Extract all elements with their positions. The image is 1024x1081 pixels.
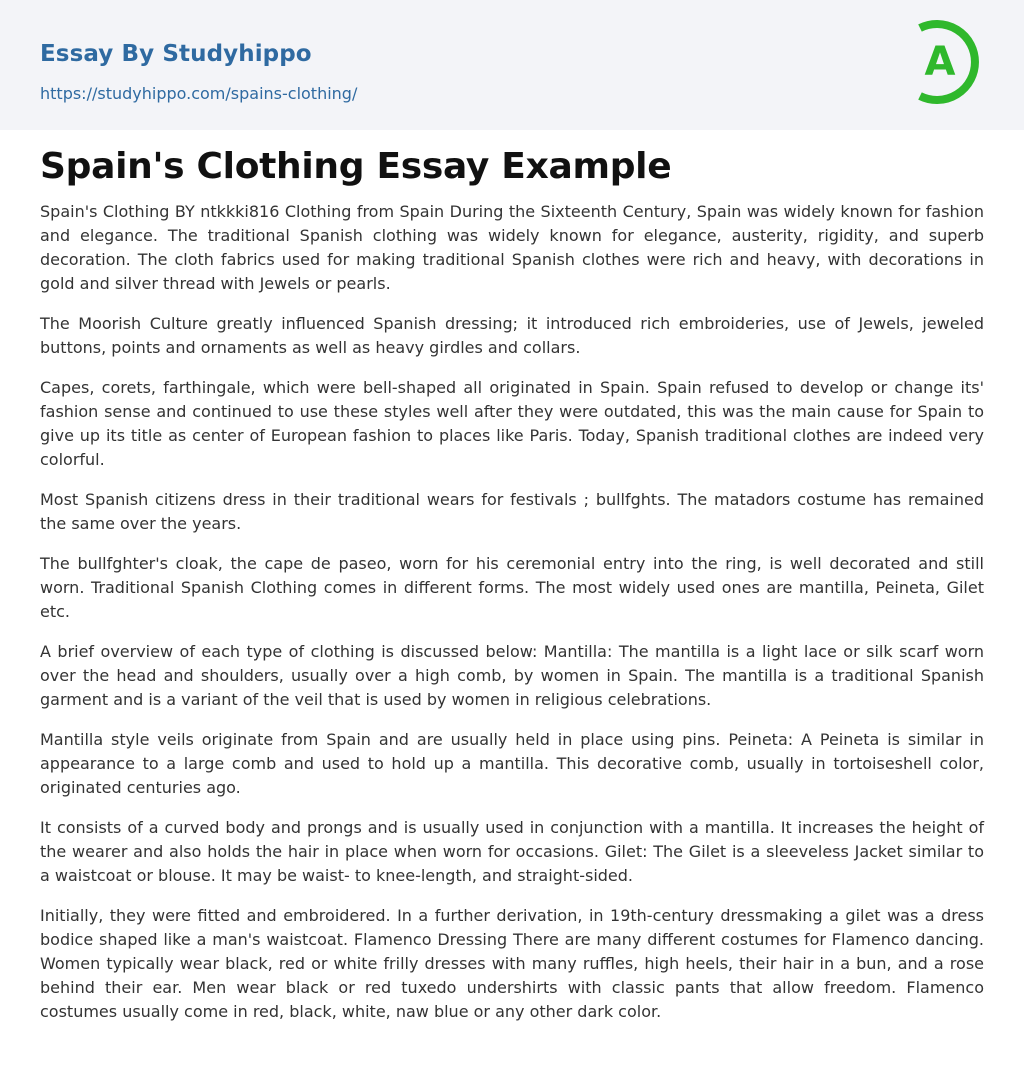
essay-paragraph: Mantilla style veils originate from Spain and are usually held in place using pins. Peineta: A Peineta is similar in appearance to a large comb and used to hold up a mantilla. This decorative comb, usually in tortoiseshell color, originated centuries ago. <box>40 730 984 797</box>
essay-body <box>40 200 984 1040</box>
source-url-link[interactable]: https://studyhippo.com/spains-clothing/ <box>40 84 358 103</box>
essay-paragraph: It consists of a curved body and prongs and is usually used in conjunction with a mantilla. It increases the height of the wearer and also holds the hair in place when worn for occasions. Gilet: The Gilet is a sleeveless Jacket similar to a waistcoat or blouse. It may be waist- to knee-length, and straight-sided. <box>40 818 984 885</box>
logo-a-icon <box>908 16 992 108</box>
essay-paragraph: Initially, they were fitted and embroidered. In a further derivation, in 19th-century dressmaking a gilet was a dress bodice shaped like a man's waistcoat. Flamenco Dressing There are many different costumes for Flamenco dancing. Women typically wear black, red or white frilly dresses with many ruffles, high heels, their hair in a bun, and a rose behind their ear. Men wear black or red tuxedo undershirts with classic pants that allow freedom. Flamenco costumes usually come in red, black, white, naw blue or any other dark color. <box>40 906 984 1021</box>
essay-paragraph: Capes, corets, farthingale, which were bell-shaped all originated in Spain. Spain refused to develop or change its' fashion sense and continued to use these styles well after they were outdated, this was the main cause for Spain to give up its title as center of European fashion to places like Paris. Today, Spanish traditional clothes are indeed very colorful. <box>40 378 984 469</box>
essay-paragraph: The bullfghter's cloak, the cape de paseo, worn for his ceremonial entry into the ring, is well decorated and still worn. Traditional Spanish Clothing comes in different forms. The most widely used ones are mantilla, Peineta, Gilet etc. <box>40 554 984 621</box>
brand-title: Essay By Studyhippo <box>40 41 312 67</box>
essay-paragraph: The Moorish Culture greatly influenced Spanish dressing; it introduced rich embroideries, use of Jewels, jeweled buttons, points and ornaments as well as heavy girdles and collars. <box>40 314 984 357</box>
page-title: Spain's Clothing Essay Example <box>40 146 672 187</box>
logo-letter: A <box>924 39 956 85</box>
essay-paragraph: A brief overview of each type of clothing is discussed below: Mantilla: The mantilla is a light lace or silk scarf worn over the head and shoulders, usually over a high comb, by women in Spain. The mantilla is a traditional Spanish garment and is a variant of the veil that is used by women in religious celebrations. <box>40 642 984 709</box>
studyhippo-logo[interactable] <box>908 16 992 108</box>
essay-paragraph: Most Spanish citizens dress in their traditional wears for festivals ; bullfghts. The matadors costume has remained the same over the years. <box>40 490 984 533</box>
essay-paragraph: Spain's Clothing BY ntkkki816 Clothing from Spain During the Sixteenth Century, Spain was widely known for fashion and elegance. The traditional Spanish clothing was widely known for elegance, austerity, rigidity, and superb decoration. The cloth fabrics used for making traditional Spanish clothes were rich and heavy, with decorations in gold and silver thread with Jewels or pearls. <box>40 202 984 293</box>
